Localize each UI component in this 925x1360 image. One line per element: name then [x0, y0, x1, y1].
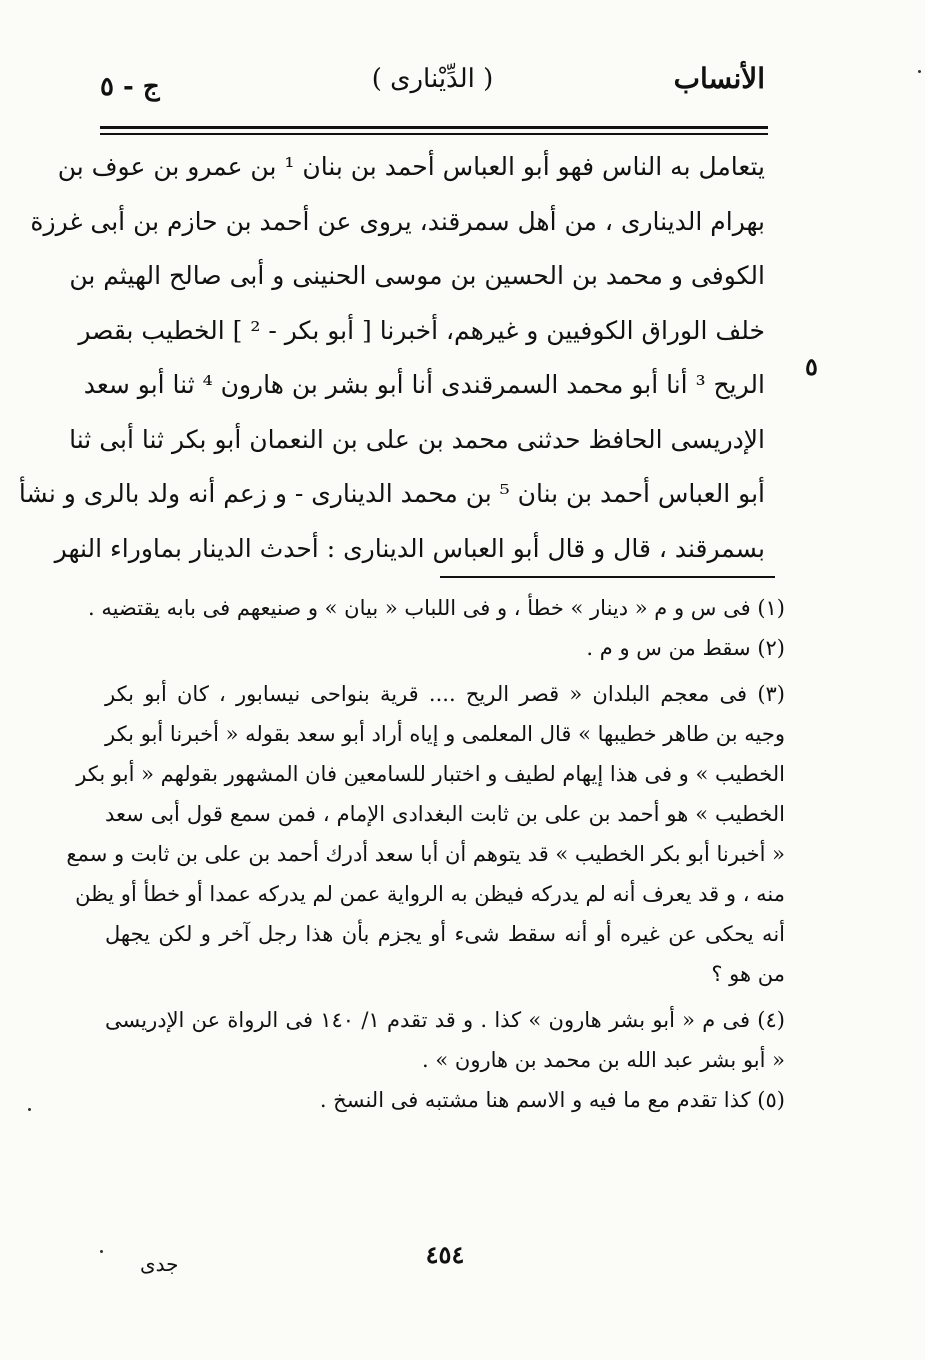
main-line: الريح ³ أنا أبو محمد السمرقندى أنا أبو بشر بن هارون ⁴ ثنا أبو سعد	[83, 370, 765, 399]
footnote-2	[105, 628, 785, 668]
main-line: بهرام الدينارى ، من أهل سمرقند، يروى عن أحمد بن حازم بن أبى غرزة	[30, 206, 765, 236]
footnote-line: أنه يحكى عن غيره أو أنه سقط شىء أو يجزم بأن هذا رجل آخر و لكن يجهل	[105, 922, 785, 946]
footnote-4	[105, 1000, 785, 1080]
footnote-line: (٥) كذا تقدم مع ما فيه و الاسم هنا مشتبه فى النسخ .	[319, 1088, 785, 1112]
main-line: يتعامل به الناس فهو أبو العباس أحمد بن بنان ¹ بن عمرو بن عوف بن	[57, 152, 765, 181]
footnote-1	[87, 588, 785, 628]
main-line: خلف الوراق الكوفيين و غيرهم، أخبرنا [ أبو بكر - ² ] الخطيب بقصر	[78, 315, 765, 345]
footnote-line: « أخبرنا أبو بكر الخطيب » قد يتوهم أن أبا سعد أدرك أحمد بن على بن ثابت و سمع	[66, 842, 785, 866]
main-text	[18, 140, 765, 576]
margin-line-number: ٥	[805, 352, 818, 381]
footnote-line: (١) فى س و م « دينار » خطأ ، و فى اللباب « بيان » و صنيعهم فى بابه يقتضيه .	[87, 596, 785, 620]
main-line: أبو العباس أحمد بن بنان ⁵ بن محمد الدينارى - و زعم أنه ولد بالرى و نشأ	[18, 479, 765, 508]
footnote-line: « أبو بشر عبد الله بن محمد بن هارون » .	[422, 1048, 785, 1072]
main-line: الكوفى و محمد بن الحسين بن موسى الحنينى و أبى صالح الهيثم بن	[69, 261, 765, 290]
footnote-5	[105, 1080, 785, 1120]
footnote-line: وجيه بن طاهر خطيبها » قال المعلمى و إياه أراد أبو سعد بقوله « أخبرنا أبو بكر	[105, 722, 785, 746]
footnote-3	[66, 674, 785, 994]
footnote-line: منه ، و قد يعرف أنه لم يدركه فيظن به الرواية عمن لم يدركه عمدا أو خطأ أو يظن	[75, 882, 785, 906]
footnote-line: (٤) فى م « أبو بشر هارون » كذا . و قد تقدم ١/ ١٤٠ فى الرواة عن الإدريسى	[105, 1008, 785, 1032]
main-line: الإدريسى الحافظ حدثنى محمد بن على بن النعمان أبو بكر ثنا أبى ثنا	[69, 424, 765, 454]
footnote-line: (٢) سقط من س و م .	[586, 636, 785, 660]
scan-speck	[918, 70, 921, 73]
page-header	[100, 62, 765, 112]
header-rule-thick	[100, 126, 768, 129]
scan-speck	[28, 1108, 31, 1111]
scan-speck	[100, 1250, 103, 1253]
footnote-line: من هو ؟	[711, 962, 785, 986]
header-rule-thin	[100, 133, 768, 135]
book-title: الأنساب	[673, 62, 765, 95]
volume-label: ج - ٥	[100, 72, 160, 102]
footnote-line: الخطيب » هو أحمد بن على بن ثابت البغدادى الإمام ، فمن سمع قول أبى سعد	[105, 802, 785, 826]
footnote-line: (٣) فى معجم البلدان « قصر الريح .... قرية بنواحى نيسابور ، كان أبو بكر	[105, 682, 785, 706]
main-line: بسمرقند ، قال و قال أبو العباس الدينارى : أحدث الدينار بماوراء النهر	[54, 533, 765, 563]
entry-title: ( الدِّيْنارى )	[371, 64, 494, 94]
footnote-line: الخطيب » و فى هذا إيهام لطيف و اختبار للسامعين فان المشهور بقولهم « أبو بكر	[76, 762, 785, 786]
footnote-separator	[440, 576, 775, 578]
page-number: ٤٥٤	[425, 1240, 465, 1269]
footnotes	[66, 588, 785, 1120]
printer-signature: جدى	[140, 1252, 179, 1276]
